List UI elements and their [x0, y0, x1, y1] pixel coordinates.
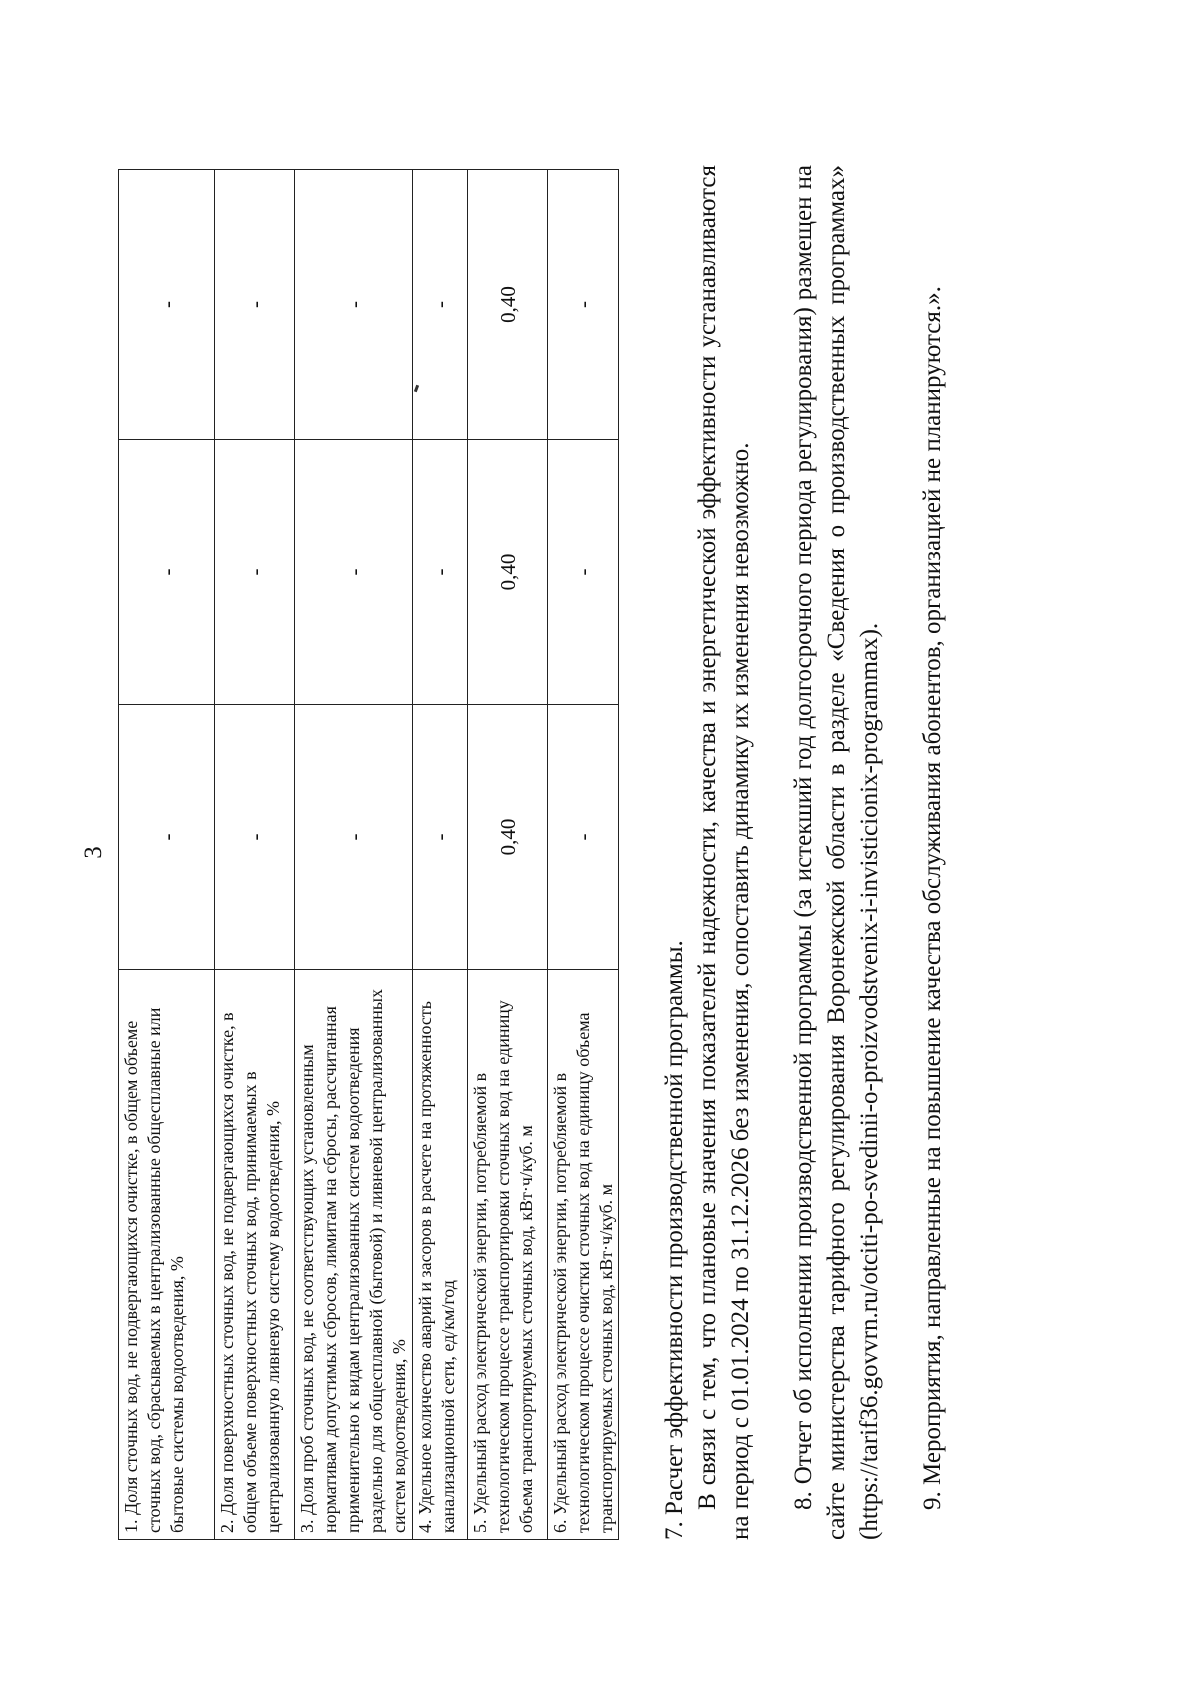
value-cell: -: [215, 170, 295, 440]
indicator-label: 1. Доля сточных вод, не подвергающихся очистке, в общем объеме сточных вод, сбрасываемых в централизованные общесплавные или бытовые системы водоотведения, %: [119, 970, 215, 1540]
table-row: [468, 170, 548, 1540]
table-row: [413, 170, 468, 1540]
indicator-label: 6. Удельный расход электрической энергии, потребляемой в технологическом процессе очистки сточных вод на единицу объема транспортируемых сточных вод, кВт·ч/куб. м: [548, 970, 619, 1540]
table-row: [295, 170, 413, 1540]
value-cell: -: [548, 440, 619, 705]
indicators-table: [118, 169, 619, 1540]
indicator-label: 5. Удельный расход электрической энергии, потребляемой в технологическом процессе транспортировки сточных вод на единицу объема транспортируемых сточных вод, кВт·ч/куб. м: [468, 970, 548, 1540]
indicator-label: 4. Удельное количество аварий и засоров в расчете на протяженность канализационной сети, ед/км/год: [413, 970, 468, 1540]
value-cell: -: [548, 705, 619, 970]
section-7-body: В связи с тем, что плановые значения показателей надежности, качества и энергетической эффективности устанавливаются на период с 01.01.2024 по 31.12.2026 без изменения, сопоставить динамику их изменения невозможно.: [694, 165, 754, 1540]
value-cell: -: [295, 705, 413, 970]
page-number: 3: [80, 846, 107, 859]
value-cell: -: [119, 440, 215, 705]
section-7-title: 7. Расчет эффективности производственной программы.: [661, 940, 688, 1540]
value-cell: 0,40: [468, 705, 548, 970]
value-cell: 0,40: [468, 440, 548, 705]
value-cell: -: [119, 705, 215, 970]
section-9-paragraph: 9. Мероприятия, направленные на повышение качества обслуживания абонентов, организацией не планируются.».: [919, 286, 946, 1510]
indicator-label: 3. Доля проб сточных вод, не соответствующих установленным нормативам допустимых сбросов, лимитам на сбросы, рассчитанная применительно к видам централизованных систем водоотведения раздельно для общесплавной (бытовой) и ливневой централизованных систем водоотведения, %: [295, 970, 413, 1540]
value-cell: -: [295, 440, 413, 705]
section-8-paragraph: 8. Отчет об исполнении производственной программы (за истекший год долгосрочного периода регулирования) размещен на сайте министерства тарифного регулирования Воронежской области в разделе «Сведения о производственных программах» (https://tarif36.govvrn.ru/otciti-po-svedinii-o-proizvodstvenix-i-invisticionix-programmax).: [790, 165, 883, 1540]
spacer: [757, 165, 787, 1540]
value-cell: -: [215, 705, 295, 970]
value-cell: -: [295, 170, 413, 440]
spacer: [886, 165, 916, 1540]
value-cell: 0,40: [468, 170, 548, 440]
value-cell: -: [548, 170, 619, 440]
value-cell: -: [413, 440, 468, 705]
table-row: [215, 170, 295, 1540]
table-row: [548, 170, 619, 1540]
value-cell: -: [215, 440, 295, 705]
value-cell: -: [119, 170, 215, 440]
body-text: [658, 165, 949, 1540]
value-cell: -: [413, 705, 468, 970]
indicator-label: 2. Доля поверхностных сточных вод, не подвергающихся очистке, в общем объеме поверхностных сточных вод, принимаемых в централизованную ливневую систему водоотведения, %: [215, 970, 295, 1540]
value-cell: -: [413, 170, 468, 440]
table-row: [119, 170, 215, 1540]
